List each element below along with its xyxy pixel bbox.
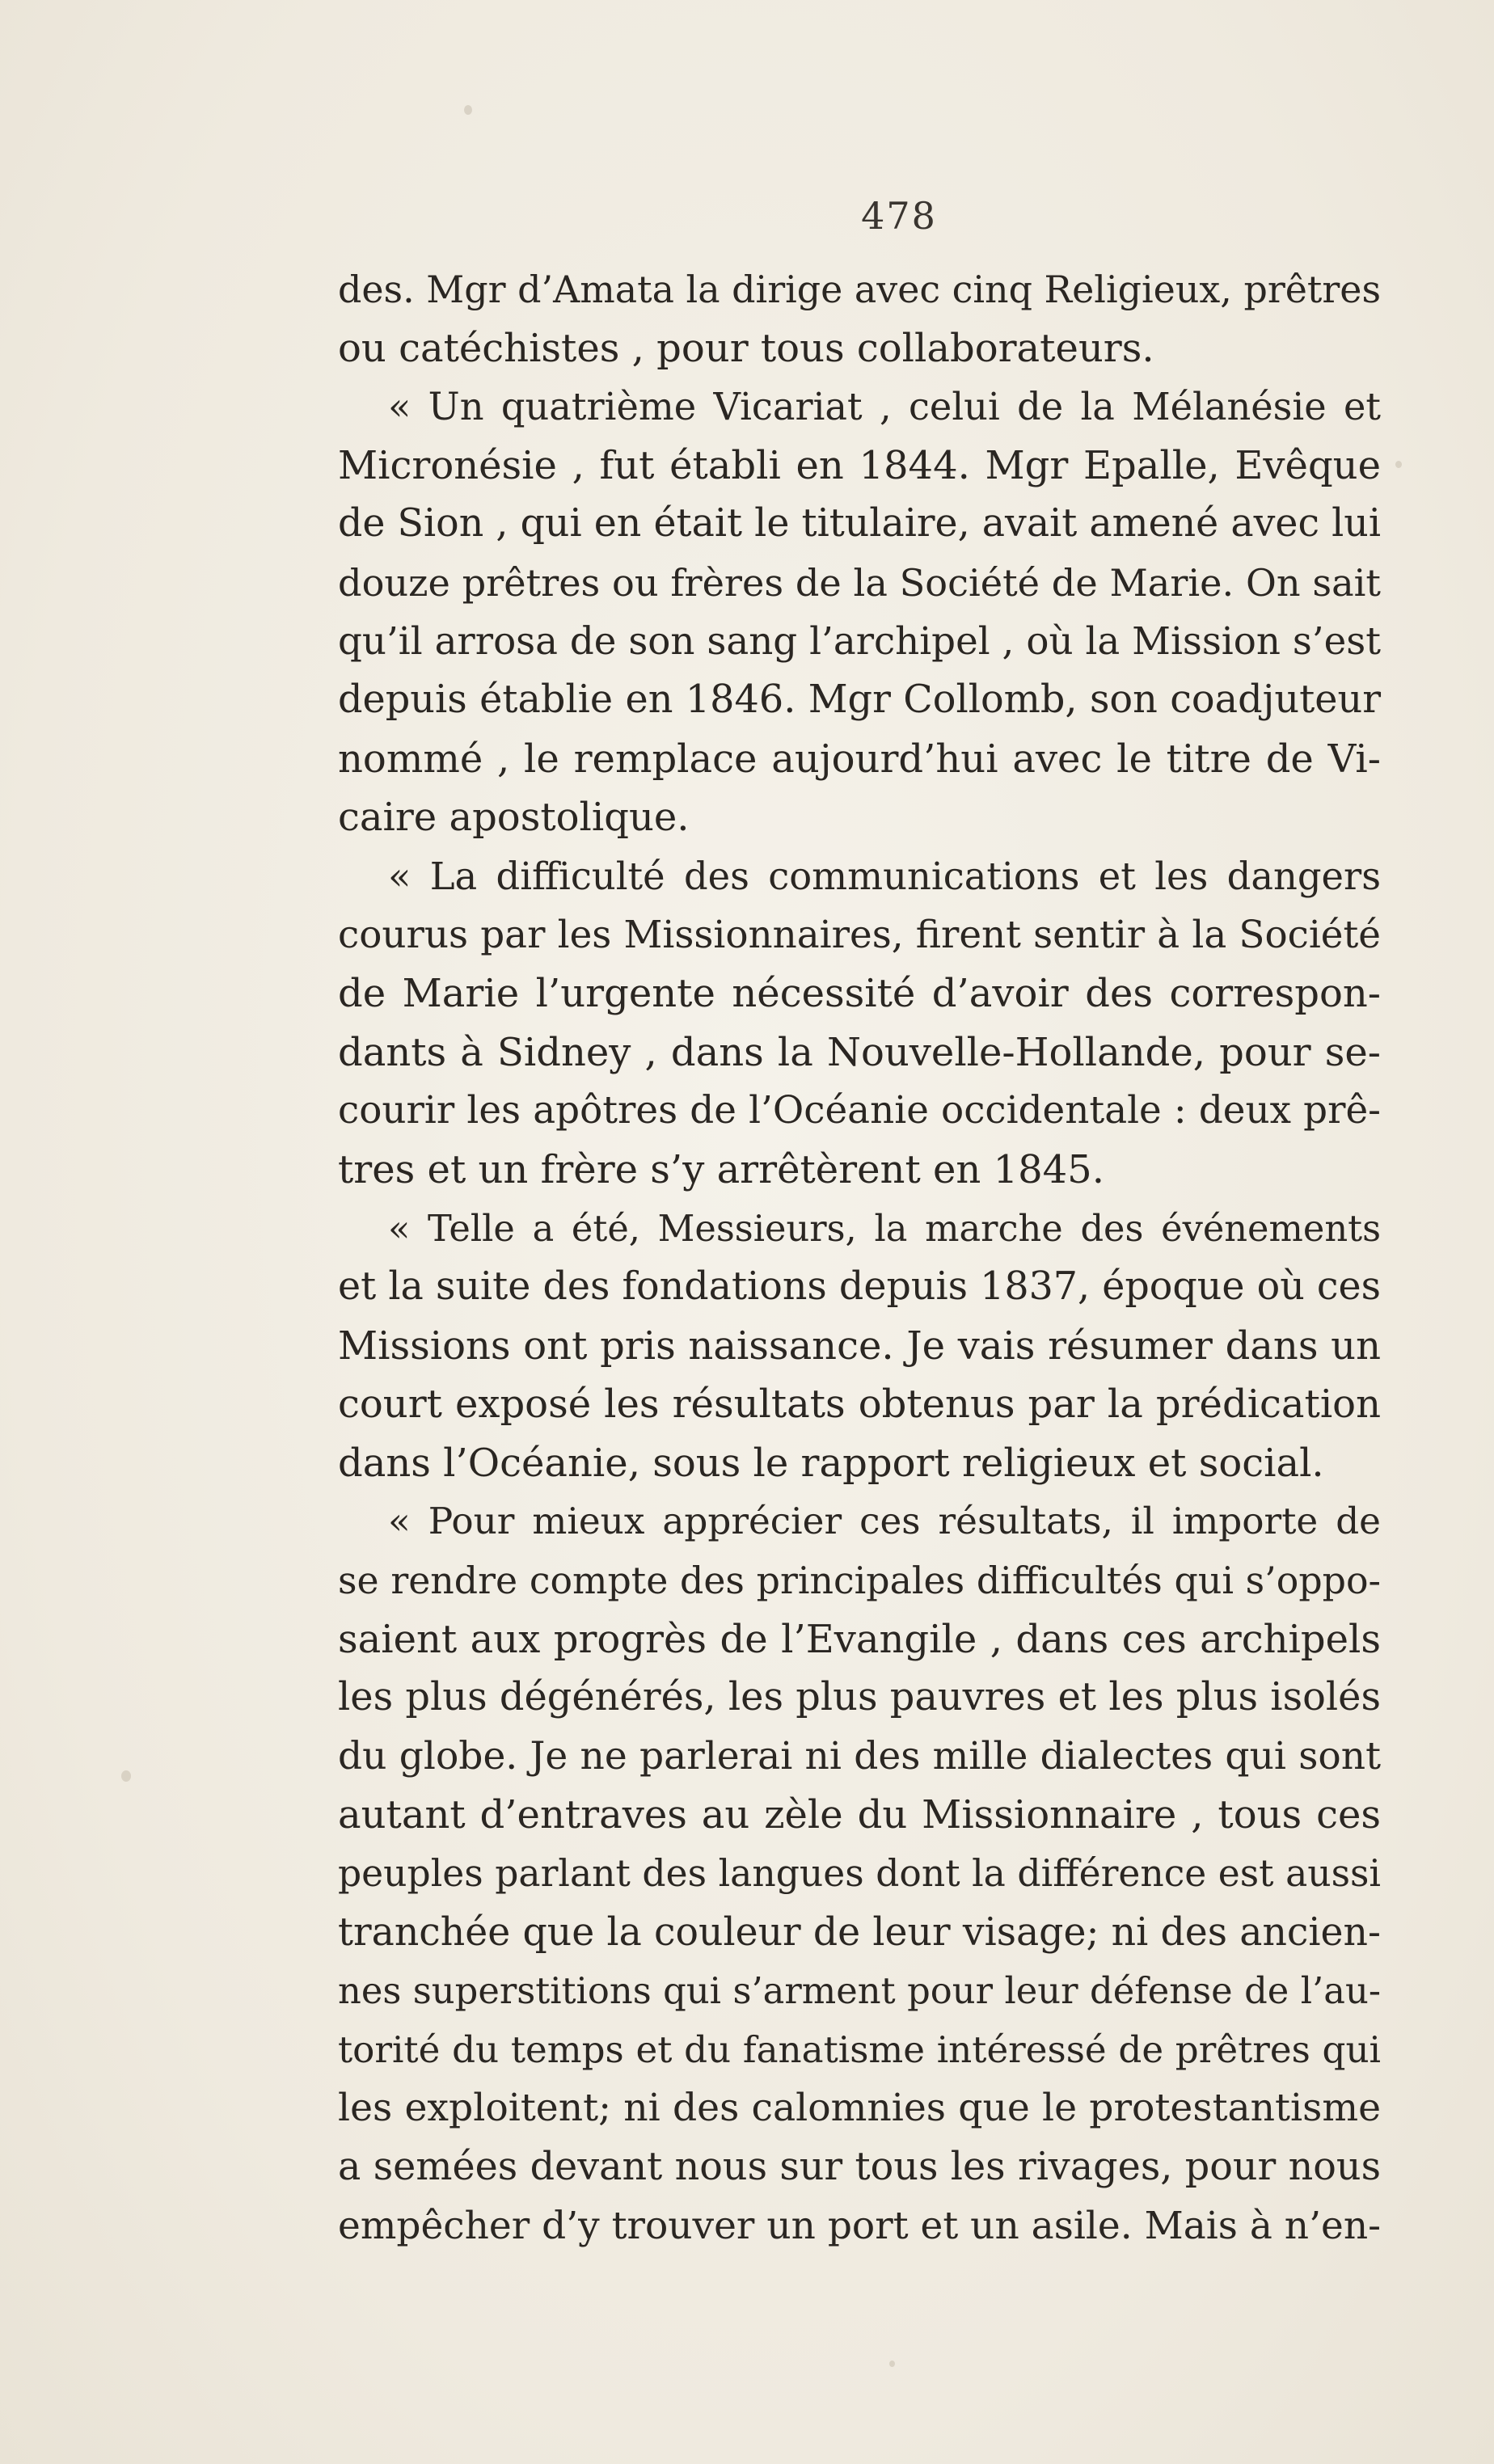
text-line: de Sion , qui en était le titulaire, avait amené avec lui	[338, 501, 1381, 546]
paper-spot	[464, 105, 472, 115]
text-line: torité du temps et du fanatisme intéressé de prêtres qui	[338, 2027, 1381, 2071]
text-line: douze prêtres ou frères de la Société de Marie. On sait	[338, 560, 1381, 605]
text-line: court exposé les résultats obtenus par la prédication	[338, 1382, 1381, 1428]
text-line: des. Mgr d’Amata la dirige avec cinq Religieux, prêtres	[338, 268, 1382, 311]
text-line: tranchée que la couleur de leur visage; ni des ancien-	[338, 1909, 1381, 1955]
text-line: courir les apôtres de l’Océanie occidentale : deux prê-	[338, 1089, 1381, 1133]
text-line: les exploitent; ni des calomnies que le protestantisme	[338, 2086, 1381, 2131]
text-line: tres et un frère s’y arrêtèrent en 1845.	[338, 1146, 1104, 1192]
text-line: de Marie l’urgente nécessité d’avoir des correspon-	[338, 971, 1381, 1017]
text-line: Micronésie , fut établi en 1844. Mgr Epalle, Evêque	[338, 442, 1381, 488]
paper-spot	[889, 2361, 895, 2367]
text-line: autant d’entraves au zèle du Missionnaire , tous ces	[338, 1792, 1381, 1838]
text-line: Missions ont pris naissance. Je vais résumer dans un	[338, 1323, 1381, 1369]
text-line: dants à Sidney , dans la Nouvelle-Hollande, pour se-	[338, 1029, 1381, 1075]
text-line: « Pour mieux apprécier ces résultats, il importe de	[388, 1500, 1381, 1543]
text-line: peuples parlant des langues dont la différence est aussi	[338, 1852, 1381, 1896]
text-line: courus par les Missionnaires, firent sentir à la Société	[338, 913, 1381, 957]
text-line: nommé , le remplace aujourd’hui avec le titre de Vi-	[338, 736, 1381, 782]
text-line: caire apostolique.	[338, 795, 690, 841]
paper-spot	[121, 1770, 131, 1782]
text-line: se rendre compte des principales difficultés qui s’oppo-	[338, 1559, 1381, 1603]
text-line: les plus dégénérés, les plus pauvres et les plus isolés	[338, 1675, 1381, 1720]
text-line: ou catéchistes , pour tous collaborateurs.	[338, 325, 1154, 371]
text-line: nes superstitions qui s’arment pour leur défense de l’au-	[338, 1969, 1381, 2013]
paper-spot	[1395, 461, 1402, 468]
text-line: « La difficulté des communications et les dangers	[388, 854, 1381, 898]
text-line: a semées devant nous sur tous les rivages, pour nous	[338, 2145, 1381, 2189]
text-line: « Telle a été, Messieurs, la marche des événements	[388, 1207, 1381, 1250]
body-text	[338, 260, 1381, 2255]
text-line: depuis établie en 1846. Mgr Collomb, son coadjuteur	[338, 677, 1381, 723]
text-line: dans l’Océanie, sous le rapport religieux et social.	[338, 1440, 1324, 1486]
text-line: et la suite des fondations depuis 1837, époque où ces	[338, 1264, 1381, 1310]
page-number: 478	[861, 194, 937, 238]
text-line: « Un quatrième Vicariat , celui de la Mélanésie et	[388, 385, 1381, 429]
text-line: du globe. Je ne parlerai ni des mille dialectes qui sont	[338, 1733, 1381, 1778]
text-line: empêcher d’y trouver un port et un asile. Mais à n’en-	[338, 2203, 1381, 2248]
text-line: saient aux progrès de l’Evangile , dans ces archipels	[338, 1616, 1381, 1662]
text-line: qu’il arrosa de son sang l’archipel , où la Mission s’est	[338, 619, 1381, 664]
